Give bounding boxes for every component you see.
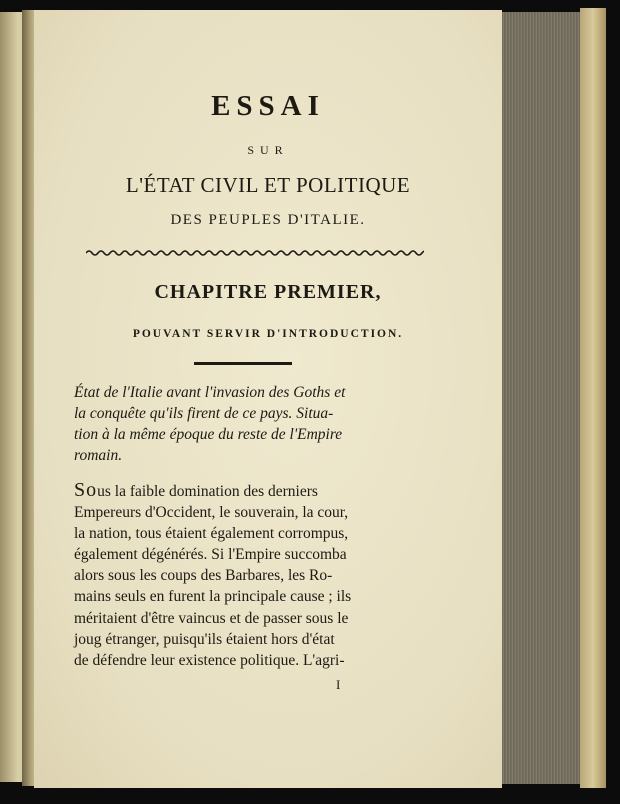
body-line: mains seuls en furent la principale cause ; ils (74, 588, 352, 606)
body-line: joug étranger, puisqu'ils étaient hors d'état (74, 630, 335, 648)
chapter-summary (74, 382, 394, 466)
title-peuples: DES PEUPLES D'ITALIE. (170, 212, 366, 228)
summary-line: État de l'Italie avant l'invasion des Goths et (74, 384, 346, 401)
title-etat: L'ÉTAT CIVIL ET POLITIQUE (125, 173, 411, 197)
chapter-heading: CHAPITRE PREMIER, (154, 281, 382, 303)
title-sur: SUR (247, 143, 289, 157)
body-first-line (74, 480, 396, 502)
body-line: alors sous les coups des Barbares, les Ro- (74, 567, 333, 585)
short-rule (194, 362, 292, 365)
body-line: également dégénérés. Si l'Empire succomba (74, 546, 347, 564)
summary-line: romain. (74, 447, 123, 464)
book-page (34, 10, 502, 788)
body-line: Empereurs d'Occident, le souverain, la cour, (74, 504, 349, 522)
body-line: de défendre leur existence politique. L'agri- (74, 651, 345, 669)
summary-line: la conquête qu'ils firent de ce pays. Situa- (74, 405, 334, 422)
drop-cap: So (74, 479, 98, 501)
title-essai: ESSAI (211, 90, 325, 122)
body-line: la nation, tous étaient également corrompus, (74, 525, 349, 543)
summary-line: tion à la même époque du reste de l'Empire (74, 426, 343, 443)
chapter-subheading: POUVANT SERVIR D'INTRODUCTION. (132, 328, 404, 340)
book-cover-edge (580, 8, 606, 788)
first-line-rest: us la faible domination des derniers (97, 483, 318, 500)
page-folio: I (336, 677, 341, 692)
body-text (74, 480, 396, 671)
wavy-rule (86, 248, 424, 258)
body-line: méritaient d'être vaincus et de passer sous le (74, 609, 349, 627)
page-block-edge (498, 12, 584, 784)
